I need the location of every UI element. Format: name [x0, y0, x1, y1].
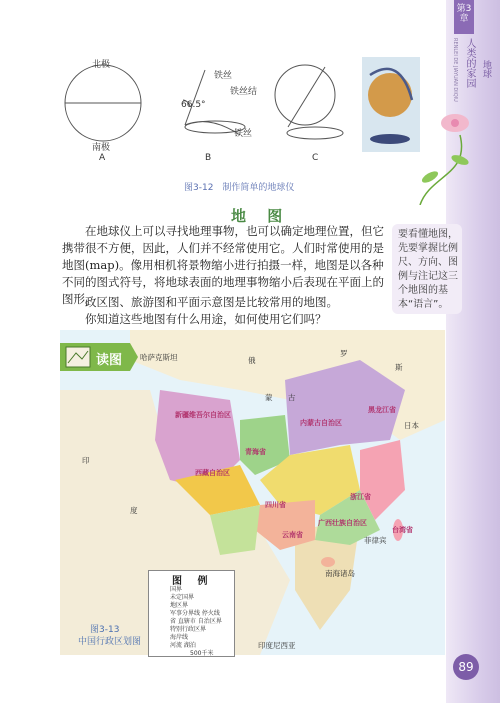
chapter-title: 人类的家园: [464, 38, 475, 88]
legend-item: 海岸线: [170, 634, 189, 641]
map-label-south-sea-islands: 南海诸岛: [325, 569, 355, 578]
page-number: 89: [453, 654, 479, 680]
label-wire-2: 铁丝: [234, 129, 253, 139]
legend-item: 国界: [170, 586, 183, 593]
map-label-russia-1: 俄: [248, 356, 256, 365]
map-caption: 中国行政区划图: [78, 637, 142, 647]
map-label-india-1: 印: [82, 456, 90, 465]
chapter-english-subtitle: RENLEI DE JIAYUAN DIQIU: [452, 38, 458, 102]
map-label-kazakhstan: 哈萨克斯坦: [140, 353, 178, 362]
province-inner-mongolia: 内蒙古自治区: [300, 419, 342, 427]
label-angle: 66.5°: [181, 100, 206, 110]
chapter-badge: 第3章: [454, 0, 474, 34]
legend-item: 地区界: [170, 602, 189, 609]
province-yunnan: 云南省: [282, 531, 303, 539]
map-label-mongolia-2: 古: [288, 393, 296, 402]
figure-caption: 图3-12 制作简单的地球仪: [184, 183, 295, 193]
paragraph-3: 你知道这些地图有什么用途，如何使用它们吗？: [85, 312, 327, 326]
map-label-japan: 日本: [404, 421, 419, 430]
legend-item: 特别行政区界: [170, 626, 207, 633]
province-heilongjiang: 黑龙江省: [368, 406, 396, 414]
map-label-russia-2: 罗: [340, 349, 348, 358]
province-tibet: 西藏自治区: [195, 469, 230, 477]
map-caption-number: 图3-13: [90, 625, 120, 635]
legend-title: 图 例: [172, 576, 214, 587]
province-guangxi: 广西壮族自治区: [318, 519, 367, 527]
map-label-mongolia-1: 蒙: [265, 393, 273, 402]
province-qinghai: 青海省: [245, 448, 266, 456]
legend-item: 省 直辖市 自治区界: [170, 618, 222, 625]
map-scale: 500千米: [190, 650, 214, 657]
read-map-label: 读图: [96, 353, 123, 368]
side-note: 要看懂地图，先要掌握比例尺、方向、图例与注记这三个地图的基本“语言”。: [392, 224, 462, 314]
legend-item: 未定国界: [170, 594, 195, 601]
province-taiwan: 台湾省: [392, 526, 413, 534]
label-a: A: [99, 153, 106, 163]
province-xinjiang: 新疆维吾尔自治区: [175, 411, 231, 419]
label-wire-knot: 铁丝结: [230, 87, 258, 97]
map-label-philippines: 菲律宾: [364, 536, 387, 545]
map-label-india-2: 度: [130, 506, 138, 515]
chapter-subtitle: 地球: [481, 60, 491, 78]
map-label-indonesia: 印度尼西亚: [258, 641, 296, 650]
label-north-pole: 北极: [92, 60, 111, 70]
section-title: 地 图: [231, 207, 291, 225]
legend-item: 河流 湖泊: [170, 642, 196, 649]
province-sichuan: 四川省: [265, 501, 286, 509]
china-map: [60, 330, 445, 655]
paragraph-2: 政区图、旅游图和平面示意图是比较常用的地图。: [85, 295, 338, 309]
label-c: C: [312, 153, 319, 163]
globe-figures: [60, 55, 420, 175]
label-south-pole: 南极: [92, 143, 111, 153]
map-shapes: [60, 330, 445, 655]
paragraph-1: 在地球仪上可以寻找地理事物，也可以确定地理位置，但它携带很不方便，因此，人们并不经常使用它。人们时常使用的是地图(map)。像用相机将景物缩小进行拍摄一样，地图是以各种不同的图式符号，将地球表面的地理事物缩小后表现在平面上的图形。: [62, 224, 384, 306]
label-b: B: [205, 153, 212, 163]
province-zhejiang: 浙江省: [350, 493, 371, 501]
label-wire: 铁丝: [214, 71, 233, 81]
map-label-russia-3: 斯: [395, 363, 403, 372]
legend-item: 军事分界线 停火线: [170, 610, 220, 617]
